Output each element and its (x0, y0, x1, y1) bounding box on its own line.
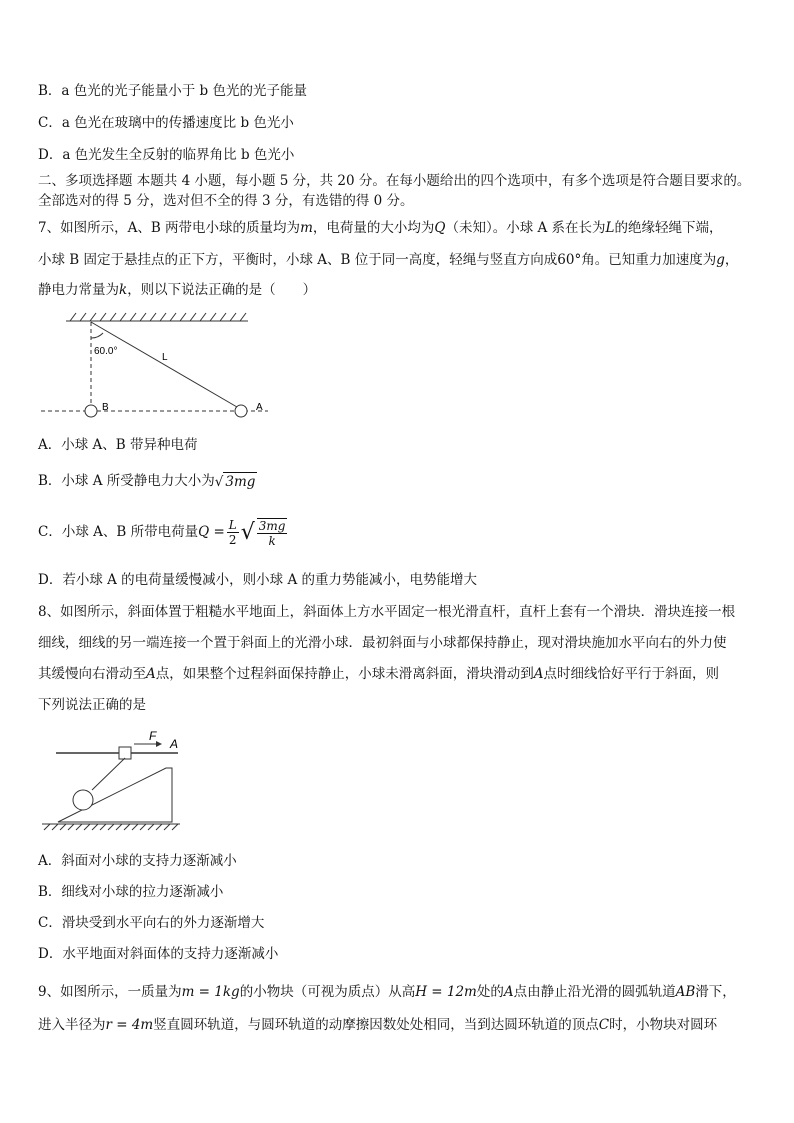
fraction-numerator: L (228, 518, 237, 532)
q7-length-symbol: L (605, 220, 615, 236)
q7-text: ，则以下说法正确的是（ ） (127, 282, 317, 298)
q8-text: 点时细线恰好平行于斜面，则 (543, 666, 719, 682)
q7-stem-line3 (38, 281, 316, 299)
q7-text: 静电力常量为 (38, 282, 119, 298)
q7-text: 7、如图所示，A、B 两带电小球的质量均为 (38, 220, 301, 236)
q8-text: 其缓慢向右滑动至 (38, 666, 146, 682)
q9-text: 9、如图所示，一质量为 (38, 984, 182, 1000)
force-label: F (149, 729, 157, 743)
q8-stem-line4: 下列说法正确的是 (38, 697, 146, 713)
q9-mass-value: m = 1kg (181, 984, 240, 1000)
q7-text: 的绝缘轻绳下端， (614, 220, 723, 236)
q9-point-a: A (503, 984, 514, 1000)
q9-text: 点由静止沿光滑的圆弧轨道 (513, 984, 676, 1000)
q9-text: 处的 (476, 984, 504, 1000)
q9-stem-line1 (38, 983, 736, 1001)
q6-option-c: C．a 色光在玻璃中的传播速度比 b 色光小 (38, 115, 294, 131)
radicand-fraction (257, 518, 288, 548)
q7-option-b-text: B．小球 A 所受静电力大小为 (38, 473, 215, 489)
q8-option-c: C．滑块受到水平向右的外力逐渐增大 (38, 915, 265, 931)
q7-text: 小球 B 固定于悬挂点的正下方，平衡时，小球 A、B 位于同一高度，轻绳与竖直方向成 (38, 252, 558, 268)
q7-charge-symbol: Q (434, 220, 446, 236)
ball-a (235, 405, 247, 417)
q7-option-d: D．若小球 A 的电荷量缓慢减小，则小球 A 的重力势能减小，电势能增大 (38, 572, 477, 588)
slider-block (119, 747, 131, 759)
ball-b-label: B (102, 402, 109, 413)
q8-option-d: D．水平地面对斜面体的支持力逐渐减小 (38, 946, 279, 962)
radicand-denominator: k (268, 533, 276, 548)
q8-point-a: A (533, 666, 544, 682)
q9-text: 的小物块（可视为质点）从高 (239, 984, 416, 1000)
q7-text: ，电荷量的大小均为 (312, 220, 435, 236)
sqrt-expression: √ 3mg (214, 474, 256, 490)
q9-text: 时，小物块对圆环 (609, 1017, 718, 1033)
section2-instructions-line1: 二、多项选择题 本题共 4 小题，每小题 5 分，共 20 分。在每小题给出的四个选项中，有多个选项是符合题目要求的。 (38, 173, 751, 189)
q9-radius-value: r = 4m (105, 1017, 154, 1033)
q7-stem-line2 (38, 251, 738, 269)
fraction-l-over-2 (227, 518, 239, 547)
fraction-denominator: 2 (228, 533, 237, 547)
sqrt-symbol: √ (240, 519, 255, 545)
angle-arc (91, 333, 103, 338)
q8-text: 点，如果整个过程斜面保持静止，小球未滑离斜面，滑块滑动到 (155, 666, 534, 682)
q8-stem-line1: 8、如图所示，斜面体置于粗糙水平地面上，斜面体上方水平固定一根光滑直杆，直杆上套有一个滑块．滑块连接一根 (38, 604, 736, 620)
q9-text: 竖直圆环轨道，与圆环轨道的动摩擦因数处处相同，当到达圆环轨道的顶点 (153, 1017, 599, 1033)
q8-option-a: A．斜面对小球的支持力逐渐减小 (38, 853, 237, 869)
q7-stem-line1 (38, 219, 723, 237)
q7-option-c-charge: Q = (198, 524, 225, 540)
q8-stem-line3 (38, 665, 719, 683)
ball-b (85, 405, 97, 417)
q7-figure (36, 308, 282, 420)
q7-option-b (38, 472, 257, 491)
q8-option-b: B．细线对小球的拉力逐渐减小 (38, 884, 224, 900)
angle-label: 60.0° (94, 346, 118, 357)
q9-height-value: H = 12m (415, 984, 477, 1000)
q8-point-a: A (146, 666, 156, 682)
q6-option-d: D．a 色光发生全反射的临界角比 b 色光小 (38, 147, 295, 163)
string-line (92, 758, 125, 790)
q7-angle-value: 60° (557, 252, 582, 268)
q7-option-b-math: 3mg (225, 474, 256, 490)
point-a-label: A (170, 737, 179, 751)
q7-gravity-symbol: g (716, 252, 725, 268)
ground-hatching (42, 824, 180, 830)
q7-text: ， (724, 252, 739, 268)
q9-text: 滑下， (695, 984, 736, 1000)
rope-label: L (162, 352, 168, 363)
q7-text: 角。已知重力加速度为 (581, 252, 717, 268)
q9-text: 进入半径为 (38, 1017, 106, 1033)
q7-coulomb-constant-symbol: k (119, 282, 128, 298)
rope-line (91, 322, 237, 407)
force-arrowhead (156, 741, 162, 747)
section2-instructions-line2: 全部选对的得 5 分，选对但不全的得 3 分，有选错的得 0 分。 (38, 193, 414, 209)
ball-a-label: A (256, 402, 263, 413)
small-ball (73, 790, 93, 810)
q7-option-c-text: C．小球 A、B 所带电荷量 (38, 524, 199, 540)
ceiling-hatching (66, 313, 248, 321)
q7-mass-symbol: m (300, 220, 313, 236)
q6-option-b: B．a 色光的光子能量小于 b 色光的光子能量 (38, 83, 307, 99)
q9-point-c: C (598, 1017, 610, 1033)
q7-text: （未知）。小球 A 系在长为 (445, 220, 606, 236)
q7-option-a: A．小球 A、B 带异种电荷 (38, 437, 198, 453)
q9-stem-line2 (38, 1016, 717, 1034)
q9-track-ab: AB (675, 984, 696, 1000)
q8-figure (38, 728, 188, 832)
radicand-numerator: 3mg (258, 518, 286, 533)
q7-option-c (38, 514, 289, 551)
q8-stem-line2: 细线，细线的另一端连接一个置于斜面上的光滑小球．最初斜面与小球都保持静止，现对滑块施加水平向右的外力使 (38, 635, 727, 651)
